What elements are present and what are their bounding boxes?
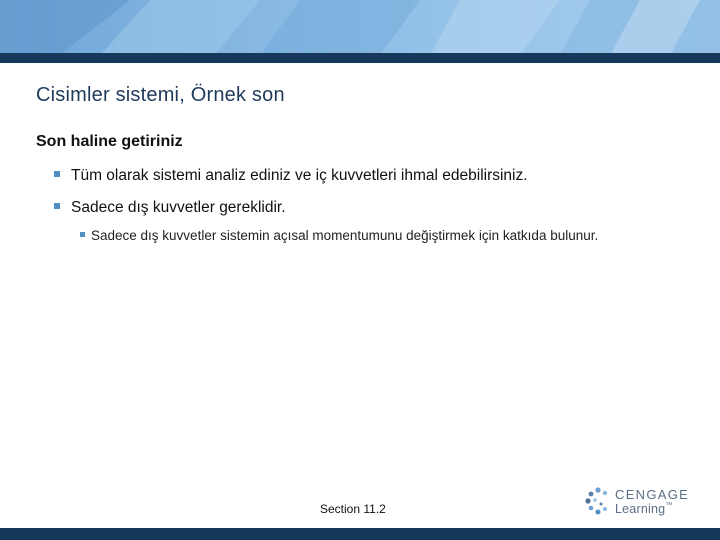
sub-bullet-text: Sadece dış kuvvetler sistemin açısal momentumunu değiştirmek için katkıda bulunur. xyxy=(91,228,599,243)
bullet-text: Tüm olarak sistemi analiz ediniz ve iç kuvvetleri ihmal edebilirsiniz. xyxy=(71,167,528,184)
section-label: Section 11.2 xyxy=(320,502,386,516)
header-divider-bar xyxy=(0,53,720,63)
bullet-item xyxy=(54,167,528,185)
header-banner xyxy=(0,0,720,55)
bullet-square-icon xyxy=(80,232,85,237)
cengage-logo xyxy=(584,486,694,518)
slide-title: Cisimler sistemi, Örnek son xyxy=(36,84,285,106)
logo-wordmark-bottom: Learning™ xyxy=(615,502,673,516)
cengage-dots-logo-icon xyxy=(584,486,612,516)
banner-decoration xyxy=(0,0,720,55)
sub-bullet-item xyxy=(80,227,650,244)
footer-bar xyxy=(0,528,720,540)
logo-wordmark-top: CENGAGE xyxy=(615,487,690,502)
bullet-square-icon xyxy=(54,171,60,177)
slide-subtitle: Son haline getiriniz xyxy=(36,133,183,150)
bullet-square-icon xyxy=(54,203,60,209)
bullet-text: Sadece dış kuvvetler gereklidir. xyxy=(71,199,286,216)
bullet-item xyxy=(54,199,286,217)
